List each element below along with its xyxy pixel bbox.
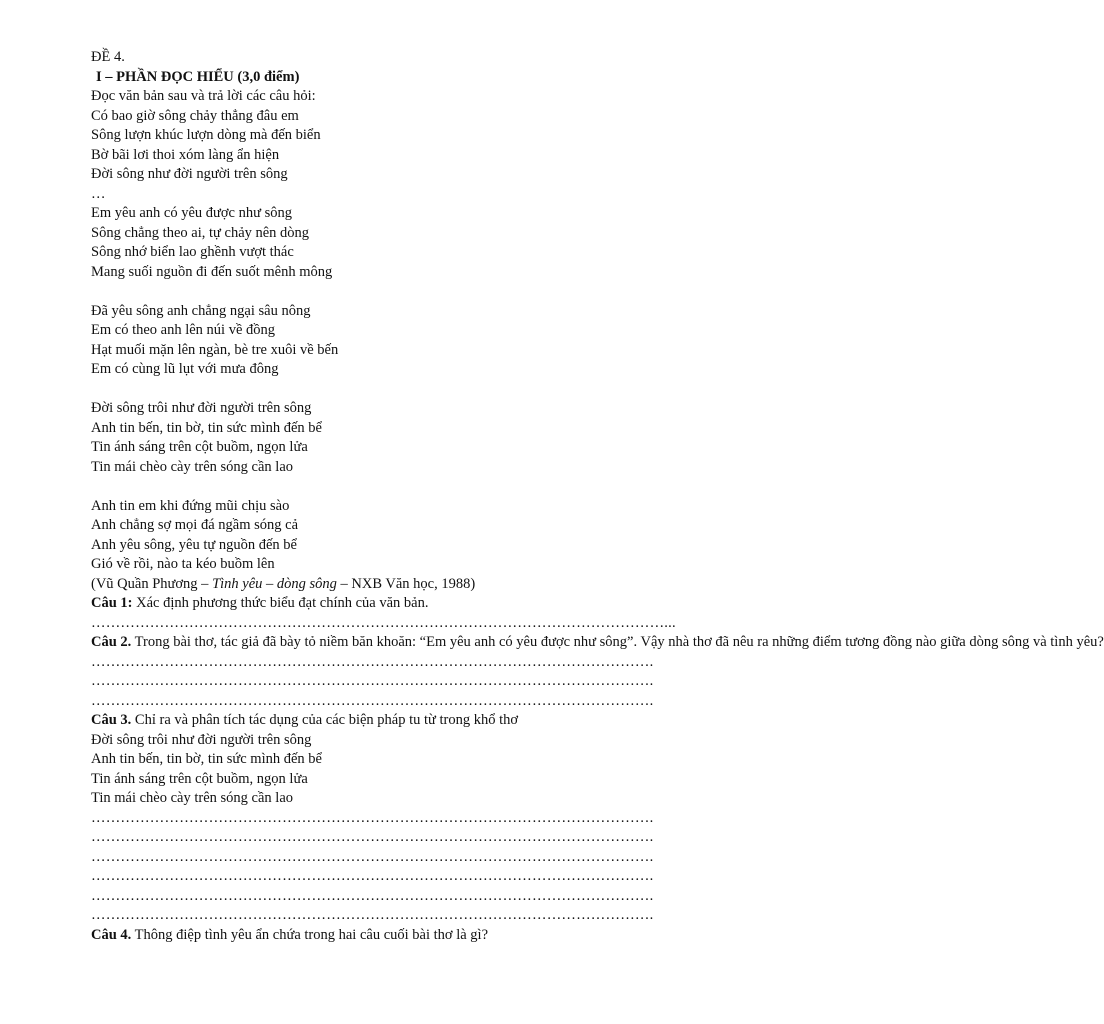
question-3-text: Chỉ ra và phân tích tác dụng của các biện pháp tu từ trong khổ thơ — [131, 712, 519, 728]
poem-stanza-4 — [91, 399, 711, 477]
poem-stanza-3 — [91, 302, 711, 380]
section-heading: I – PHẦN ĐỌC HIỂU (3,0 điểm) — [96, 68, 300, 85]
poem-line: Anh tin em khi đứng mũi chịu sào — [91, 497, 290, 514]
poem-stanza-2 — [91, 204, 711, 282]
poem-citation — [91, 575, 711, 595]
question-4-label: Câu 4. — [91, 926, 132, 943]
question-1 — [91, 594, 711, 633]
answer-line: ……………………………………………………………………………………………………. — [91, 868, 654, 884]
quoted-poem-line: Anh tin bến, tin bờ, tin sức mình đến bể — [91, 751, 322, 767]
poem-line: Tin ánh sáng trên cột buồm, ngọn lửa — [91, 439, 308, 455]
poem-stanza-5 — [91, 497, 711, 575]
answer-line: ……………………………………………………………………………………………………. — [91, 673, 654, 689]
quoted-poem-line: Tin ánh sáng trên cột buồm, ngọn lửa — [91, 770, 308, 787]
exam-title: ĐỀ 4. — [91, 49, 125, 65]
stanza-gap — [91, 380, 711, 400]
question-2-text: Trong bài thơ, tác giả đã bày tỏ niềm băn khoăn: “Em yêu anh có yêu được như sông”. Vậy nhà thơ đã nêu ra những điểm tương đồng nào giữa dòng sông và tình yêu? — [131, 634, 1104, 650]
question-1-prompt — [91, 594, 711, 614]
answer-line: ……………………………………………………………………………………………………. — [91, 907, 654, 923]
quoted-poem-line: Tin mái chèo cày trên sóng cần lao — [91, 790, 294, 806]
poem-line: Gió về rồi, nào ta kéo buồm lên — [91, 556, 275, 572]
poem-line: Bờ bãi lơi thoi xóm làng ẩn hiện — [91, 146, 280, 163]
poem-line: Hạt muối mặn lên ngàn, bè tre xuôi về bến — [91, 341, 339, 358]
poem-line: Sông chẳng theo ai, tự chảy nên dòng — [91, 224, 310, 241]
answer-line: ……………………………………………………………………………………………………. — [91, 653, 654, 670]
answer-line: ……………………………………………………………………………………………………. — [91, 829, 654, 845]
citation-title: Tình yêu – dòng sông — [212, 575, 337, 592]
stanza-gap — [91, 282, 711, 302]
citation-author: (Vũ Quần Phương – — [91, 575, 213, 592]
answer-line: ……………………………………………………………………………………………………. — [91, 848, 654, 865]
poem-line: Anh yêu sông, yêu tự nguồn đến bể — [91, 536, 297, 553]
poem-line: Có bao giờ sông chảy thẳng đâu em — [91, 107, 299, 124]
poem-stanza-1 — [91, 107, 711, 205]
question-3-label: Câu 3. — [91, 712, 132, 728]
question-2-label: Câu 2. — [91, 634, 132, 650]
poem-ellipsis: … — [91, 185, 106, 202]
question-4-text: Thông điệp tình yêu ẩn chứa trong hai câu cuối bài thơ là gì? — [131, 926, 489, 943]
question-1-text: Xác định phương thức biểu đạt chính của văn bản. — [132, 595, 429, 611]
quoted-poem-line: Đời sông trôi như đời người trên sông — [91, 731, 312, 748]
poem-line: Em yêu anh có yêu được như sông — [91, 205, 292, 221]
reading-instruction: Đọc văn bản sau và trả lời các câu hỏi: — [91, 88, 316, 104]
poem-line: Anh chẳng sợ mọi đá ngầm sóng cả — [91, 517, 299, 533]
question-3 — [91, 711, 711, 926]
question-3-prompt — [91, 711, 711, 731]
question-2-prompt — [91, 633, 1104, 653]
poem-line: Đời sông như đời người trên sông — [91, 166, 288, 182]
stanza-gap — [91, 477, 711, 497]
citation-publisher: – NXB Văn học, 1988) — [336, 575, 476, 592]
poem-line: Sông nhớ biển lao ghềnh vượt thác — [91, 244, 294, 260]
question-4 — [91, 926, 711, 946]
poem-line: Đời sông trôi như đời người trên sông — [91, 400, 312, 416]
question-4-prompt — [91, 926, 711, 946]
poem-line: Mang suối nguồn đi đến suốt mênh mông — [91, 263, 333, 280]
answer-line: ……………………………………………………………………………………………………. — [91, 692, 654, 709]
poem-line: Sông lượn khúc lượn dòng mà đến biển — [91, 127, 321, 143]
poem-line: Tin mái chèo cày trên sóng cần lao — [91, 458, 294, 475]
poem-line: Đã yêu sông anh chẳng ngại sâu nông — [91, 302, 311, 319]
answer-line: ……………………………………………………………………………………………………. — [91, 887, 654, 904]
answer-line: ………………………………………………………………………………………………………... — [91, 614, 676, 631]
poem-line: Em có cùng lũ lụt với mưa đông — [91, 361, 279, 377]
poem-line: Em có theo anh lên núi về đồng — [91, 322, 276, 338]
answer-line: ……………………………………………………………………………………………………. — [91, 809, 654, 826]
poem-line: Anh tin bến, tin bờ, tin sức mình đến bể — [91, 419, 322, 436]
question-1-label: Câu 1: — [91, 595, 133, 611]
exam-document — [91, 48, 1104, 945]
question-2 — [91, 633, 1104, 711]
